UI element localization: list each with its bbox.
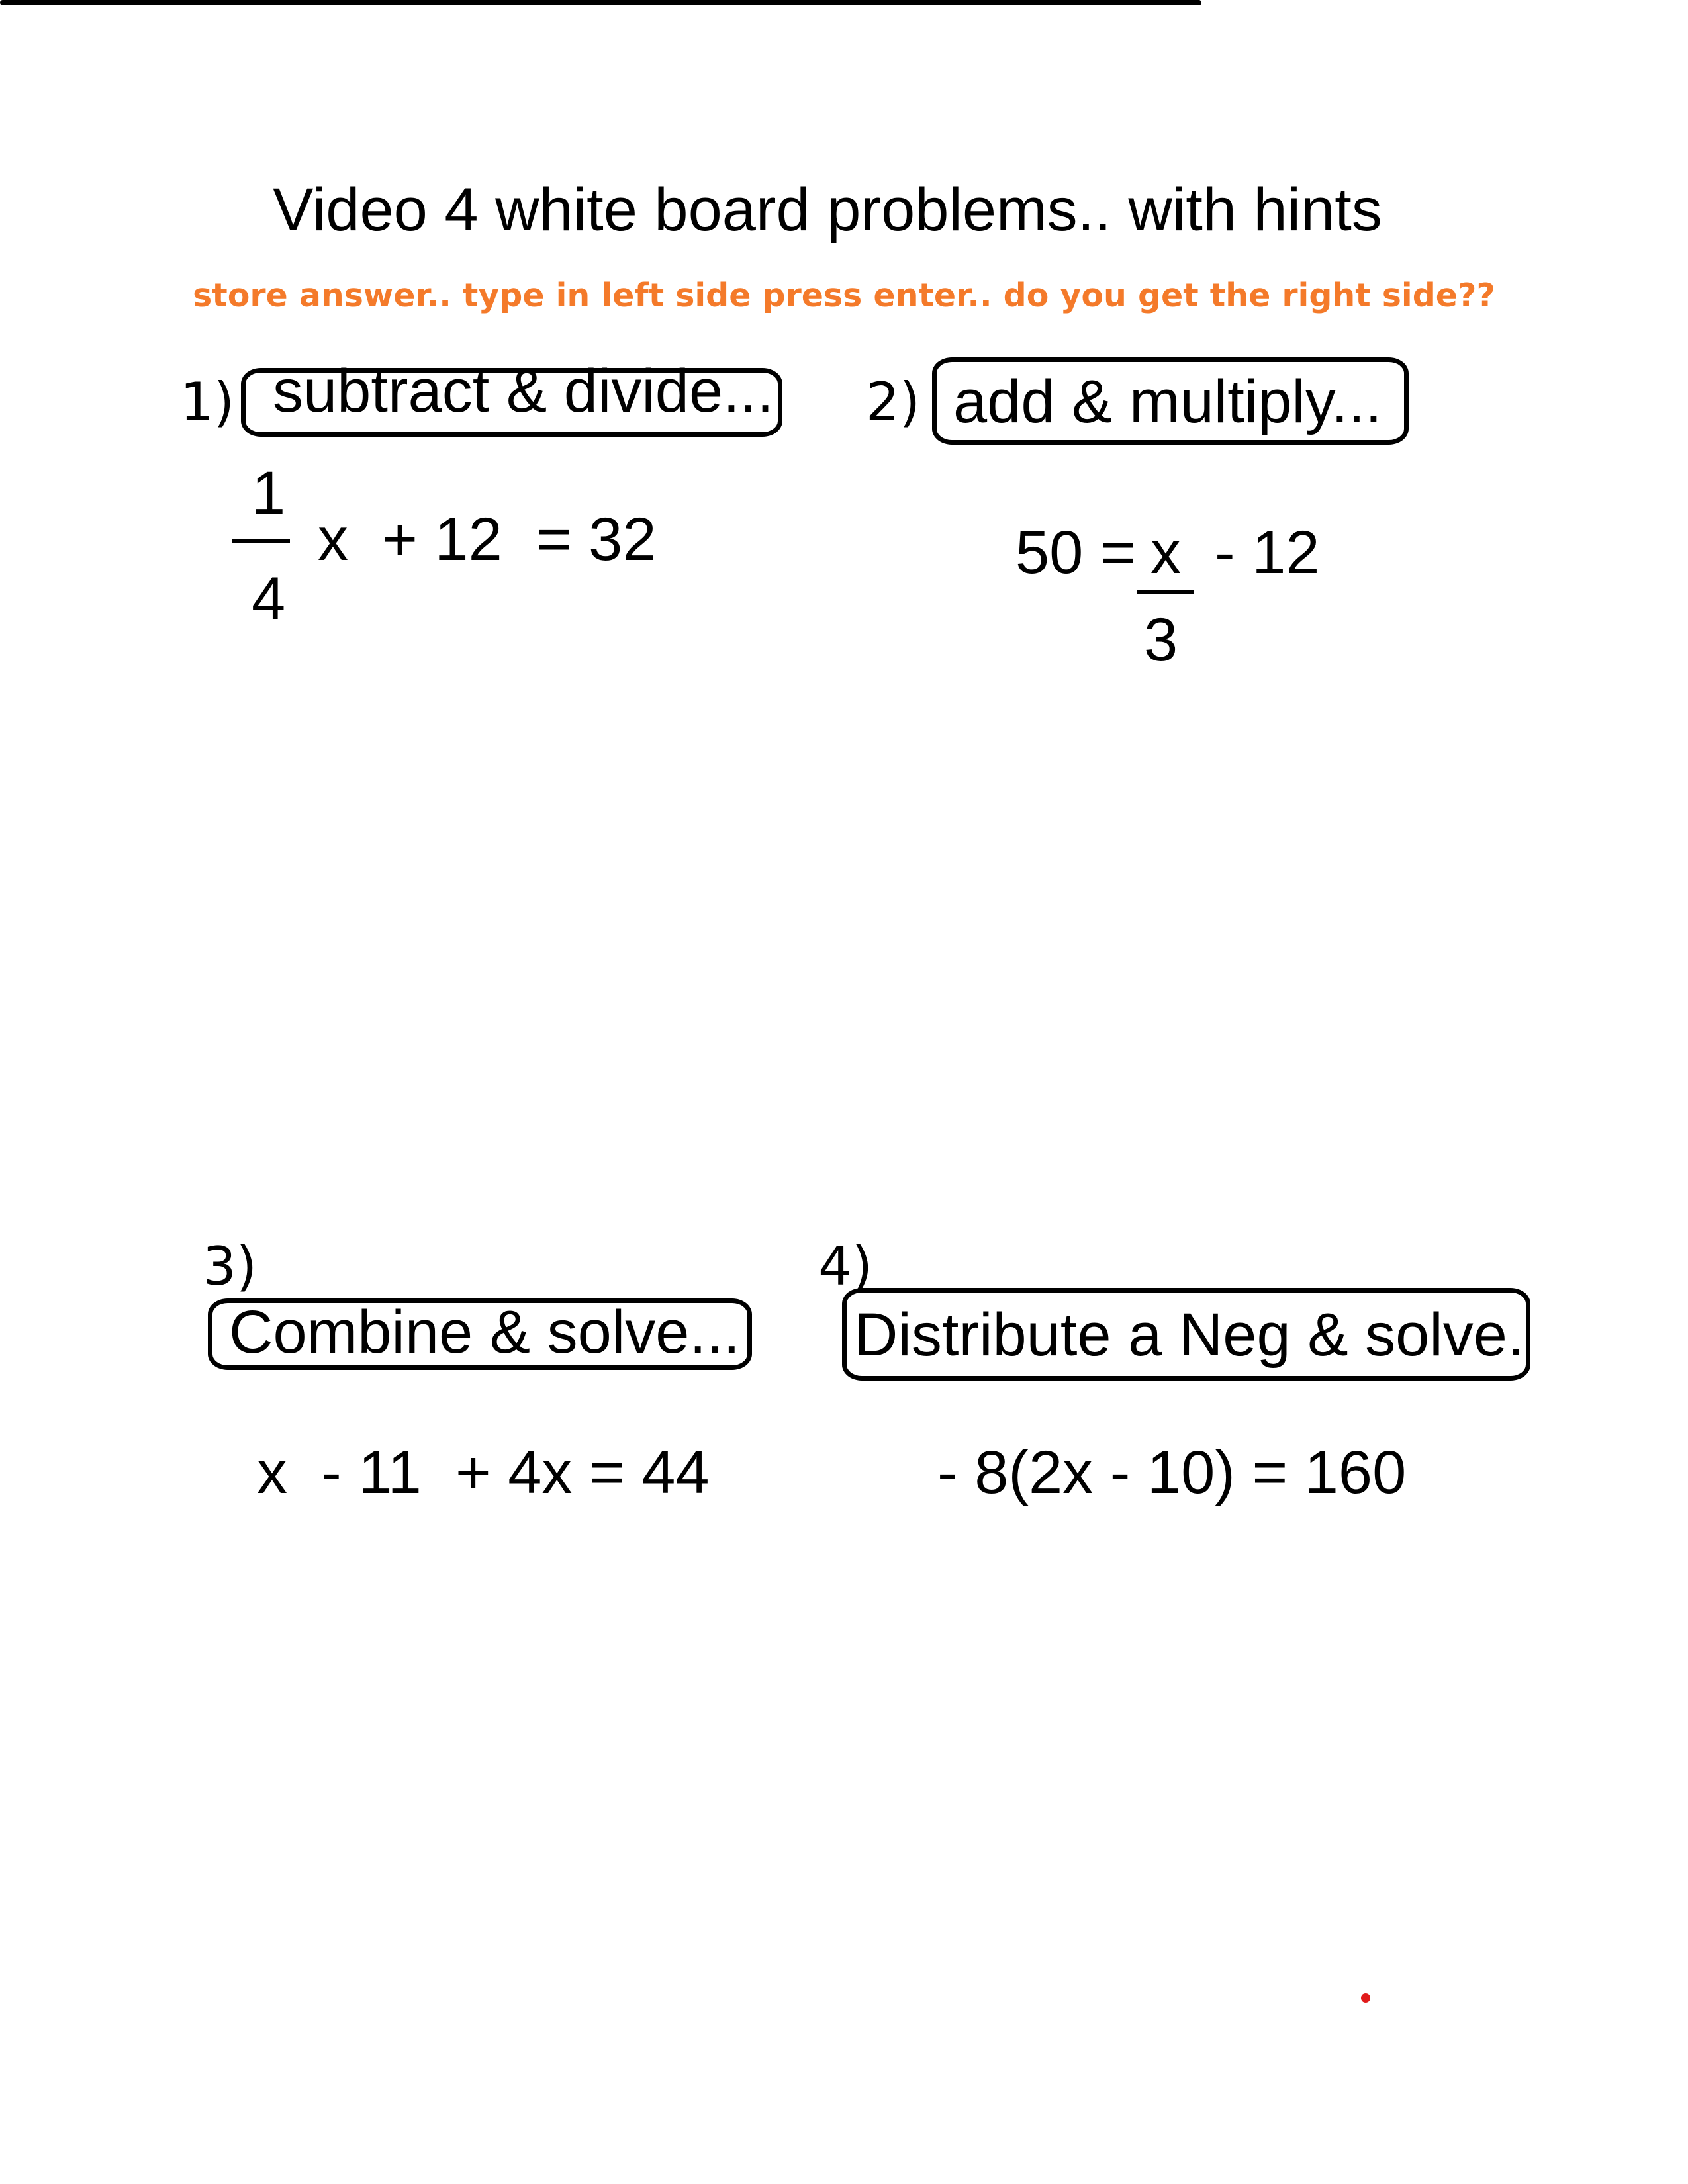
fraction-denominator: 4 bbox=[252, 565, 286, 633]
hint-text: add & multiply... bbox=[953, 368, 1382, 435]
fraction-bar bbox=[1137, 590, 1194, 594]
fraction-numerator: x bbox=[1150, 519, 1181, 586]
fraction-numerator: 1 bbox=[252, 459, 286, 527]
hint-text: Distribute a Neg & solve. bbox=[854, 1301, 1524, 1369]
problem-number: 1) bbox=[180, 371, 235, 433]
title-underline bbox=[0, 0, 1201, 5]
equation-text: - 8(2x - 10) = 160 bbox=[937, 1439, 1407, 1506]
hint-text: subtract & divide... bbox=[273, 357, 774, 425]
equation-text: x + 12 = 32 bbox=[318, 506, 657, 573]
fraction-bar bbox=[232, 539, 290, 543]
problem-number: 2) bbox=[866, 371, 921, 433]
equation-left: 50 = bbox=[1015, 519, 1153, 586]
page-title: Video 4 white board problems.. with hints bbox=[273, 176, 1382, 244]
problem-number: 4) bbox=[818, 1236, 873, 1297]
hint-text: Combine & solve... bbox=[229, 1298, 741, 1366]
equation-text: - 12 bbox=[1215, 519, 1320, 586]
problem-number: 3) bbox=[203, 1236, 258, 1297]
equation-text: x - 11 + 4x = 44 bbox=[257, 1439, 710, 1506]
fraction-denominator: 3 bbox=[1144, 606, 1178, 674]
red-marker-dot bbox=[1361, 1993, 1370, 2003]
instructions-subtitle: store answer.. type in left side press enter.. do you get the right side?? bbox=[193, 277, 1495, 314]
